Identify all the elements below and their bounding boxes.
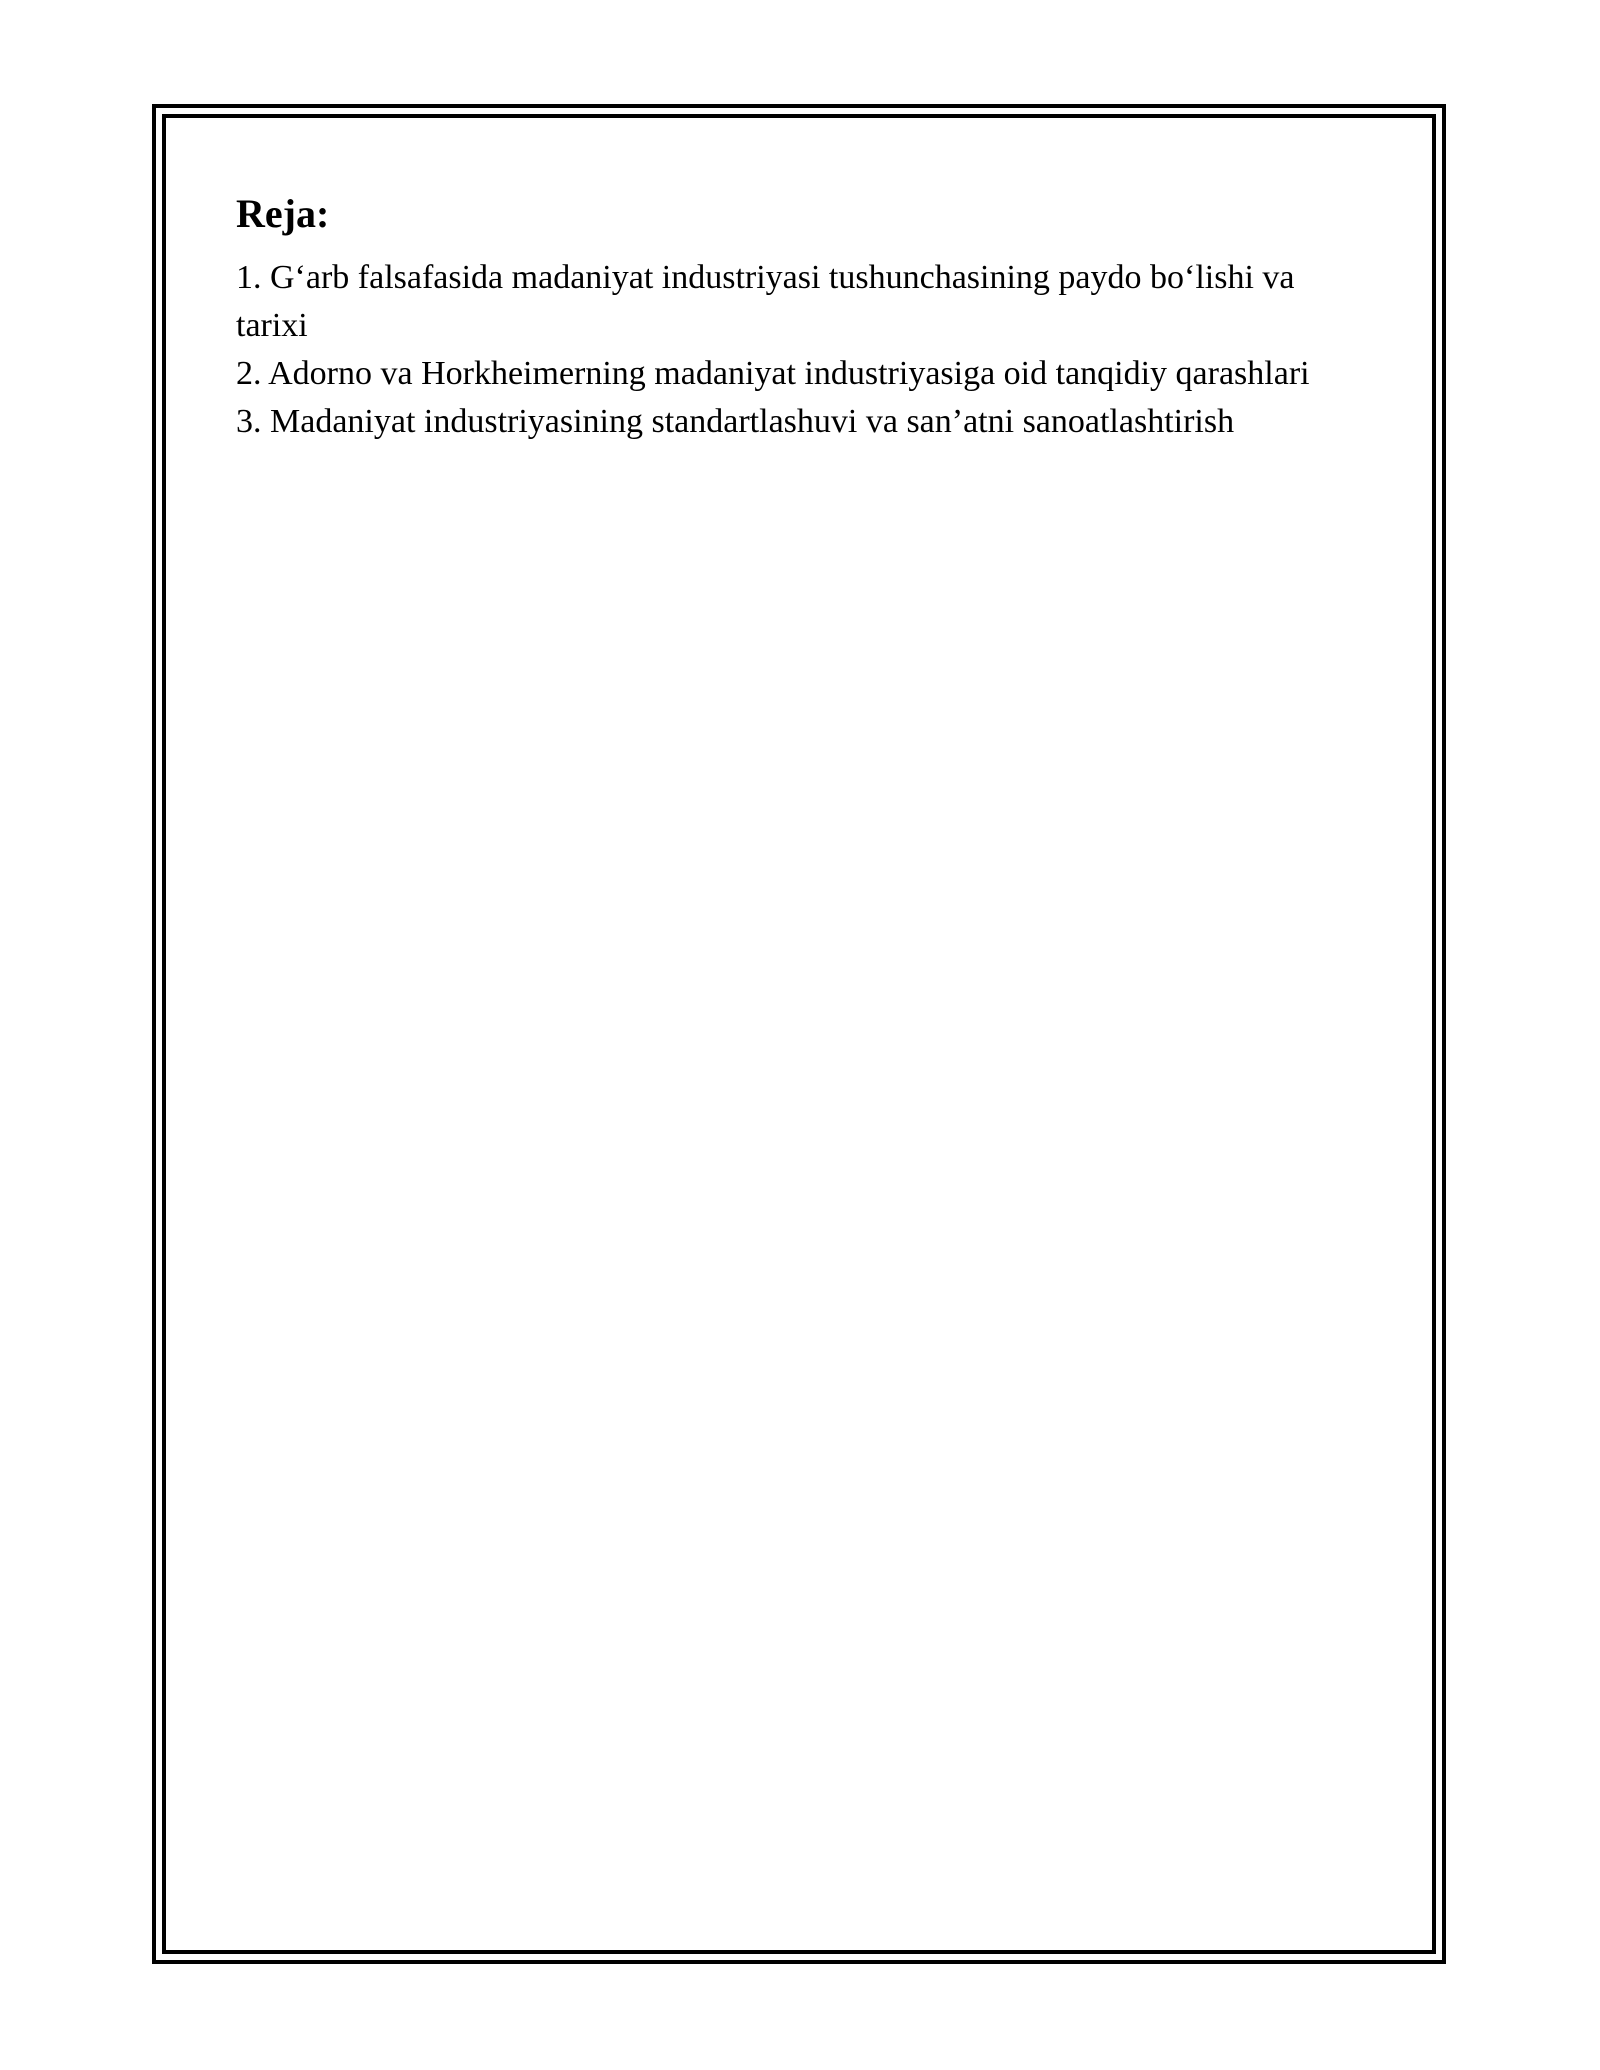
plan-list (236, 254, 1366, 446)
plan-item-number: 1. (236, 259, 262, 296)
plan-item-1 (236, 254, 1346, 350)
plan-item-2 (236, 350, 1346, 398)
plan-item-number: 3. (236, 403, 262, 440)
page-content (236, 186, 1366, 446)
plan-heading: Reja: (236, 191, 330, 236)
plan-item-text: Madaniyat industriyasining standartlashuvi va san’atni sanoatlashtirish (270, 403, 1235, 440)
plan-item-text: G‘arb falsafasida madaniyat industriyasi tushunchasining paydo bo‘lishi va tarixi (236, 259, 1295, 344)
plan-item-text: Adorno va Horkheimerning madaniyat industriyasiga oid tanqidiy qarashlari (268, 355, 1310, 392)
plan-item-3 (236, 398, 1346, 446)
plan-item-number: 2. (236, 355, 262, 392)
